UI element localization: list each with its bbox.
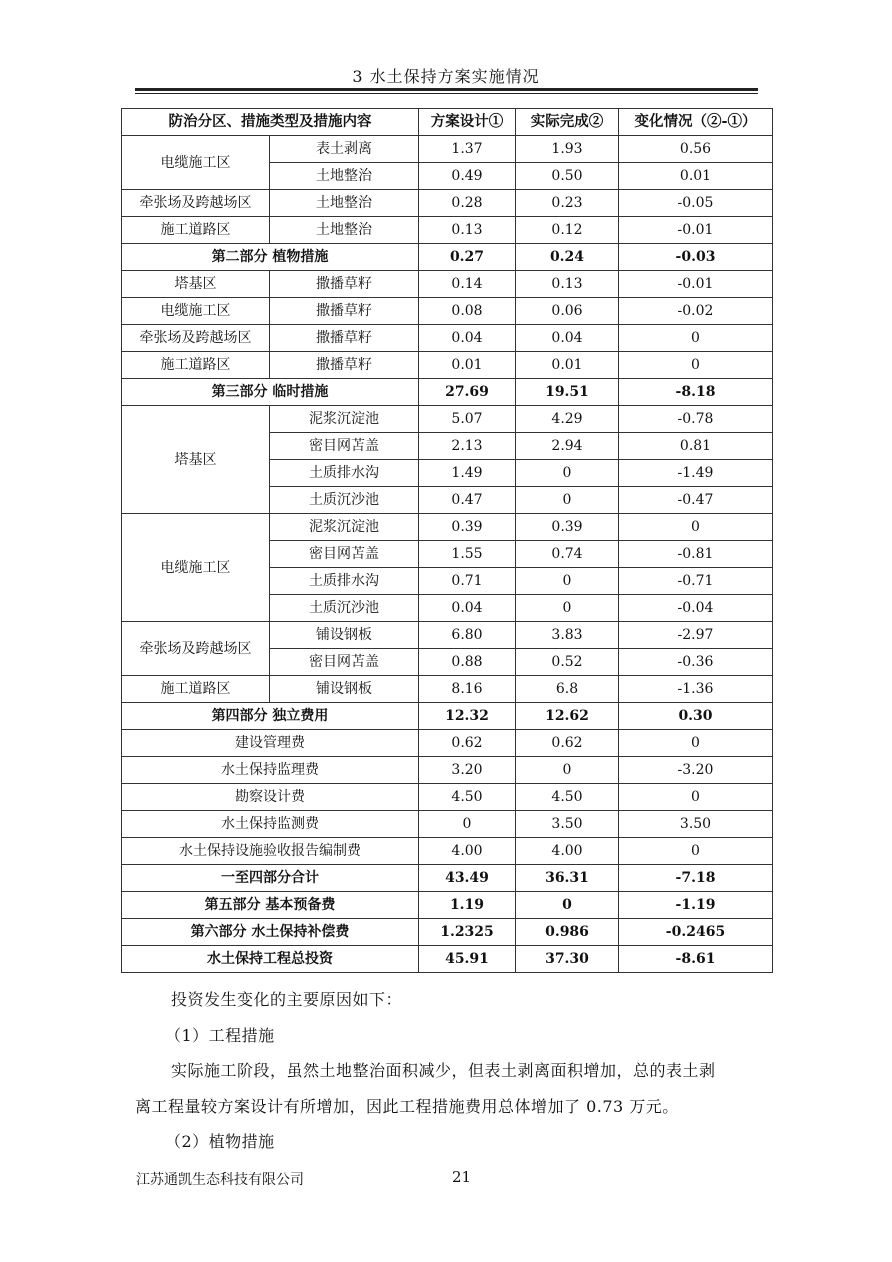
change-cell: -8.18	[619, 379, 773, 406]
actual-cell: 0.52	[516, 649, 619, 676]
header-rule-thin	[135, 93, 758, 94]
measure-cell: 铺设钢板	[270, 676, 419, 703]
change-cell: 0	[619, 352, 773, 379]
measure-cell: 密目网苫盖	[270, 433, 419, 460]
actual-cell: 4.29	[516, 406, 619, 433]
table-row	[122, 217, 773, 244]
change-cell: -1.36	[619, 676, 773, 703]
table-row	[122, 838, 773, 865]
body-intro: 投资发生变化的主要原因如下：	[171, 990, 403, 1009]
measure-cell: 密目网苫盖	[270, 541, 419, 568]
actual-cell: 0.62	[516, 730, 619, 757]
area-cell: 电缆施工区	[122, 514, 270, 622]
design-cell: 5.07	[419, 406, 516, 433]
table-row	[122, 136, 773, 163]
actual-cell: 36.31	[516, 865, 619, 892]
table-row	[122, 811, 773, 838]
area-cell: 牵张场及跨越场区	[122, 325, 270, 352]
measure-cell: 密目网苫盖	[270, 649, 419, 676]
area-cell: 牵张场及跨越场区	[122, 622, 270, 676]
measure-cell: 土质排水沟	[270, 568, 419, 595]
actual-cell: 0	[516, 757, 619, 784]
area-cell: 施工道路区	[122, 676, 270, 703]
change-cell: -0.02	[619, 298, 773, 325]
design-cell: 4.00	[419, 838, 516, 865]
design-cell: 1.19	[419, 892, 516, 919]
design-cell: 6.80	[419, 622, 516, 649]
header-rule-thick	[135, 88, 758, 91]
design-cell: 45.91	[419, 946, 516, 973]
actual-cell: 19.51	[516, 379, 619, 406]
area-cell: 电缆施工区	[122, 136, 270, 190]
change-cell: -0.03	[619, 244, 773, 271]
actual-cell: 1.93	[516, 136, 619, 163]
actual-cell: 0.986	[516, 919, 619, 946]
design-cell: 27.69	[419, 379, 516, 406]
item-cell: 建设管理费	[122, 730, 419, 757]
header-design: 方案设计①	[419, 109, 516, 136]
investment-comparison-table	[121, 108, 773, 973]
actual-cell: 0.39	[516, 514, 619, 541]
measure-cell: 泥浆沉淀池	[270, 406, 419, 433]
change-cell: 0.30	[619, 703, 773, 730]
table-row	[122, 730, 773, 757]
design-cell: 1.55	[419, 541, 516, 568]
item1-line1: 实际施工阶段，虽然土地整治面积减少，但表土剥离面积增加，总的表土剥	[171, 1061, 716, 1080]
design-cell: 0.62	[419, 730, 516, 757]
table-row	[122, 757, 773, 784]
actual-cell: 4.00	[516, 838, 619, 865]
change-cell: 0.81	[619, 433, 773, 460]
section-row	[122, 919, 773, 946]
design-cell: 0.13	[419, 217, 516, 244]
header-category: 防治分区、措施类型及措施内容	[122, 109, 419, 136]
actual-cell: 6.8	[516, 676, 619, 703]
change-cell: -0.81	[619, 541, 773, 568]
table-row	[122, 676, 773, 703]
design-cell: 0.27	[419, 244, 516, 271]
change-cell: -0.01	[619, 271, 773, 298]
design-cell: 0.28	[419, 190, 516, 217]
design-cell: 0.04	[419, 325, 516, 352]
change-cell: -0.47	[619, 487, 773, 514]
actual-cell: 2.94	[516, 433, 619, 460]
table-row	[122, 514, 773, 541]
item-cell: 水土保持监测费	[122, 811, 419, 838]
change-cell: 3.50	[619, 811, 773, 838]
measure-cell: 土质沉沙池	[270, 595, 419, 622]
design-cell: 43.49	[419, 865, 516, 892]
change-cell: -0.71	[619, 568, 773, 595]
table-row	[122, 298, 773, 325]
actual-cell: 0.06	[516, 298, 619, 325]
change-cell: -0.01	[619, 217, 773, 244]
item1-line2: 离工程量较方案设计有所增加，因此工程措施费用总体增加了 0.73 万元。	[135, 1097, 679, 1116]
measure-cell: 撒播草籽	[270, 271, 419, 298]
actual-cell: 0	[516, 460, 619, 487]
change-cell: -2.97	[619, 622, 773, 649]
change-cell: -0.05	[619, 190, 773, 217]
actual-cell: 0.04	[516, 325, 619, 352]
change-cell: -1.49	[619, 460, 773, 487]
design-cell: 1.49	[419, 460, 516, 487]
item-cell: 水土保持监理费	[122, 757, 419, 784]
table-row	[122, 325, 773, 352]
section-title: 第三部分 临时措施	[122, 379, 419, 406]
table-row	[122, 271, 773, 298]
table-row	[122, 784, 773, 811]
item1-title: （1）工程措施	[165, 1026, 275, 1045]
design-cell: 0.71	[419, 568, 516, 595]
measure-cell: 泥浆沉淀池	[270, 514, 419, 541]
section-row	[122, 244, 773, 271]
design-cell: 12.32	[419, 703, 516, 730]
actual-cell: 0	[516, 487, 619, 514]
section-row	[122, 892, 773, 919]
area-cell: 电缆施工区	[122, 298, 270, 325]
design-cell: 0.08	[419, 298, 516, 325]
change-cell: -0.78	[619, 406, 773, 433]
section-title: 第四部分 独立费用	[122, 703, 419, 730]
measure-cell: 土地整治	[270, 163, 419, 190]
design-cell: 8.16	[419, 676, 516, 703]
change-cell: -0.04	[619, 595, 773, 622]
change-cell: -1.19	[619, 892, 773, 919]
item-cell: 水土保持设施验收报告编制费	[122, 838, 419, 865]
actual-cell: 0	[516, 568, 619, 595]
running-header: 3 水土保持方案实施情况	[352, 67, 540, 86]
design-cell: 4.50	[419, 784, 516, 811]
design-cell: 1.2325	[419, 919, 516, 946]
table-row	[122, 622, 773, 649]
change-cell: 0	[619, 514, 773, 541]
header-actual: 实际完成②	[516, 109, 619, 136]
design-cell: 0.47	[419, 487, 516, 514]
change-cell: 0	[619, 784, 773, 811]
design-cell: 0.88	[419, 649, 516, 676]
change-cell: -0.36	[619, 649, 773, 676]
table-row	[122, 352, 773, 379]
measure-cell: 撒播草籽	[270, 352, 419, 379]
area-cell: 塔基区	[122, 406, 270, 514]
actual-cell: 0.23	[516, 190, 619, 217]
design-cell: 0	[419, 811, 516, 838]
footer-company: 江苏通凯生态科技有限公司	[136, 1172, 304, 1188]
actual-cell: 3.83	[516, 622, 619, 649]
change-cell: 0	[619, 838, 773, 865]
design-cell: 0.04	[419, 595, 516, 622]
design-cell: 1.37	[419, 136, 516, 163]
measure-cell: 土质排水沟	[270, 460, 419, 487]
change-cell: 0	[619, 325, 773, 352]
actual-cell: 0.74	[516, 541, 619, 568]
section-title: 第六部分 水土保持补偿费	[122, 919, 419, 946]
measure-cell: 撒播草籽	[270, 298, 419, 325]
section-row	[122, 865, 773, 892]
section-row	[122, 379, 773, 406]
actual-cell: 0.01	[516, 352, 619, 379]
area-cell: 塔基区	[122, 271, 270, 298]
measure-cell: 撒播草籽	[270, 325, 419, 352]
table-row	[122, 190, 773, 217]
area-cell: 施工道路区	[122, 352, 270, 379]
page-number: 21	[452, 1168, 472, 1186]
measure-cell: 铺设钢板	[270, 622, 419, 649]
change-cell: 0.56	[619, 136, 773, 163]
actual-cell: 4.50	[516, 784, 619, 811]
design-cell: 2.13	[419, 433, 516, 460]
area-cell: 牵张场及跨越场区	[122, 190, 270, 217]
actual-cell: 0.50	[516, 163, 619, 190]
change-cell: -7.18	[619, 865, 773, 892]
measure-cell: 土质沉沙池	[270, 487, 419, 514]
area-cell: 施工道路区	[122, 217, 270, 244]
actual-cell: 0.24	[516, 244, 619, 271]
design-cell: 3.20	[419, 757, 516, 784]
table-header-row	[122, 109, 773, 136]
item2-title: （2）植物措施	[165, 1132, 275, 1151]
change-cell: -8.61	[619, 946, 773, 973]
actual-cell: 0	[516, 595, 619, 622]
section-row	[122, 946, 773, 973]
change-cell: 0	[619, 730, 773, 757]
design-cell: 0.39	[419, 514, 516, 541]
actual-cell: 0	[516, 892, 619, 919]
design-cell: 0.49	[419, 163, 516, 190]
actual-cell: 37.30	[516, 946, 619, 973]
section-row	[122, 703, 773, 730]
change-cell: -0.2465	[619, 919, 773, 946]
actual-cell: 3.50	[516, 811, 619, 838]
actual-cell: 0.12	[516, 217, 619, 244]
measure-cell: 表土剥离	[270, 136, 419, 163]
item-cell: 勘察设计费	[122, 784, 419, 811]
measure-cell: 土地整治	[270, 190, 419, 217]
header-change: 变化情况（②-①）	[619, 109, 773, 136]
section-title: 水土保持工程总投资	[122, 946, 419, 973]
actual-cell: 12.62	[516, 703, 619, 730]
section-title: 第五部分 基本预备费	[122, 892, 419, 919]
change-cell: -3.20	[619, 757, 773, 784]
design-cell: 0.14	[419, 271, 516, 298]
table-row	[122, 406, 773, 433]
measure-cell: 土地整治	[270, 217, 419, 244]
section-title: 第二部分 植物措施	[122, 244, 419, 271]
change-cell: 0.01	[619, 163, 773, 190]
design-cell: 0.01	[419, 352, 516, 379]
actual-cell: 0.13	[516, 271, 619, 298]
section-title: 一至四部分合计	[122, 865, 419, 892]
